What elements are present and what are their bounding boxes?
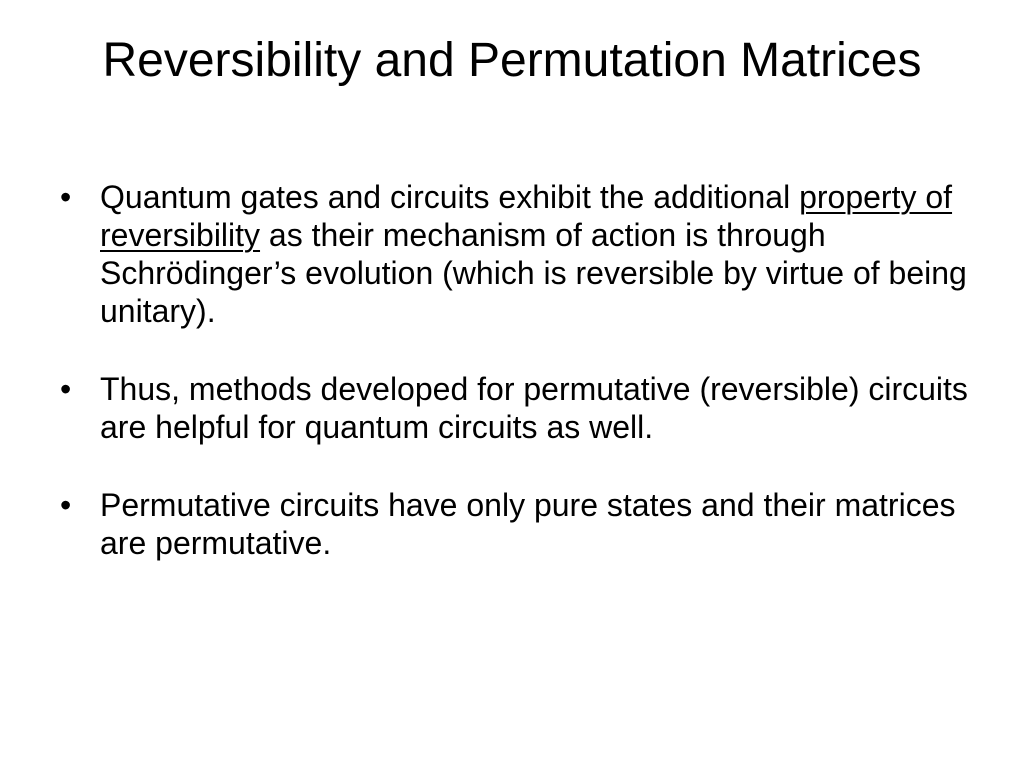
bullet-text: Permutative circuits have only pure states and their matrices are permutative.	[100, 487, 956, 561]
underlined-phrase: property of reversibility	[100, 179, 953, 253]
bullet-list	[0, 178, 1024, 562]
bullet-item-reversibility	[0, 178, 1024, 330]
bullet-text: Thus, methods developed for permutative (reversible) circuits are helpful for quantum circuits as well.	[100, 371, 968, 445]
slide-title: Reversibility and Permutation Matrices	[102, 34, 922, 87]
bullet-item-permutative-methods	[0, 370, 1024, 446]
bullet-icon: •	[60, 179, 72, 215]
bullet-item-pure-states	[0, 486, 1024, 562]
bullet-icon: •	[60, 487, 72, 523]
bullet-text-start: Quantum gates and circuits exhibit the additional	[100, 179, 800, 215]
bullet-icon: •	[60, 371, 72, 407]
bullet-text-end: as their mechanism of action is through Schrödinger’s evolution (which is reversible by virtue of being unitary).	[100, 217, 967, 329]
